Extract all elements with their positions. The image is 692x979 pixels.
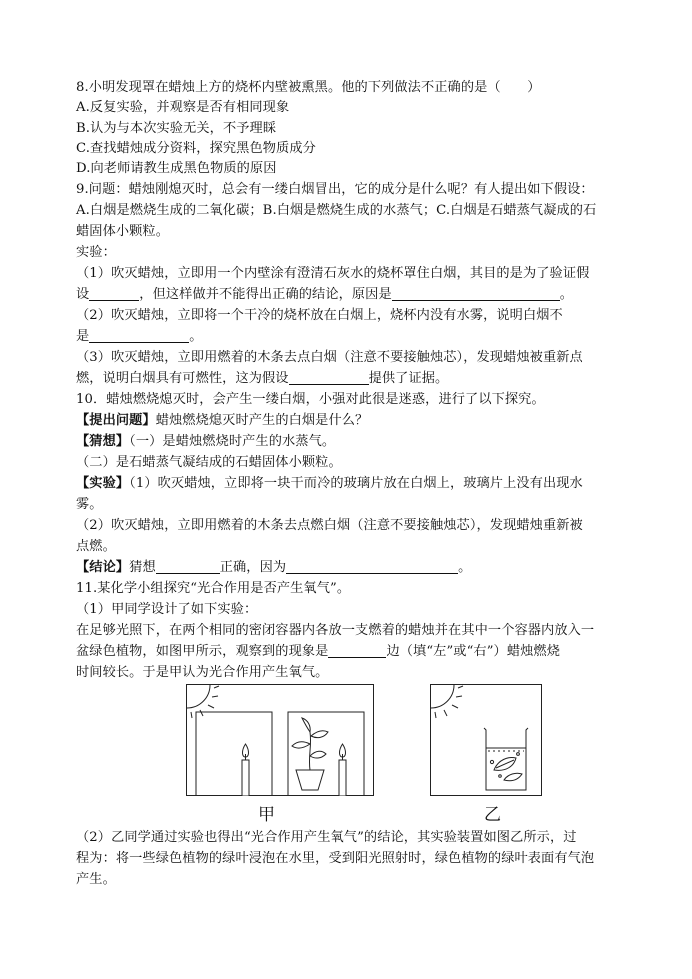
blank-answer[interactable] [286,559,458,574]
q10-exp2-line1: （2）吹灭蜡烛，立即用燃着的木条去点燃白烟（注意不要接触烛芯），发现蜡烛重新被 [76,518,583,533]
figure-yi-caption: 乙 [484,805,501,825]
q8-option-a: A.反复实验，并观察是否有相同现象 [76,100,290,115]
q8-option-d: D.向老师请教生成黑色物质的原因 [76,161,277,176]
q9-exp2-line2: 是 。 [76,329,203,344]
q9-exp1-line1: （1）吹灭蜡烛，立即用一个内壁涂有澄清石灰水的烧杯罩住白烟，其目的是为了验证假 [76,266,590,281]
blank-answer[interactable] [89,286,139,301]
q10-guess2: （二）是石蜡蒸气凝结成的石蜡固体小颗粒。 [76,455,342,470]
q11-part1-line3: 时间较长。于是甲认为光合作用产生氧气。 [76,665,329,680]
blank-answer[interactable] [156,559,220,574]
q9-hyp-line1: A.白烟是燃烧生成的二氧化碳；B.白烟是燃烧生成的水蒸气；C.白烟是石蜡蒸气凝成的石 [76,203,597,218]
q9-hyp-line2: 蜡固体小颗粒。 [76,224,170,239]
q8-option-c: C.查找蜡烛成分资料，探究黑色物质成分 [76,141,316,156]
q11-part2-line3: 产生。 [76,872,116,887]
q11-part1-line2: 盆绿色植物，如图甲所示，观察到的现象是 边（填“左”或“右”）蜡烛燃烧 [76,644,560,659]
blank-answer[interactable] [89,328,189,343]
q10-conclusion: 【结论】猜想 正确，因为 。 [76,560,472,575]
blank-answer[interactable] [328,643,386,658]
q9-exp3-line1: （3）吹灭蜡烛，立即用燃着的木条去点白烟（注意不要接触烛芯），发现蜡烛被重新点 [76,350,583,365]
figure-yi [430,684,542,796]
q10-question: 【提出问题】蜡烛燃烧熄灭时产生的白烟是什么？ [76,413,369,428]
q9-exp3-line2: 燃，说明白烟具有可燃性，这为假设 提供了证据。 [76,371,449,386]
q11-stem: 11.某化学小组探究“光合作用是否产生氧气”。 [76,581,351,596]
q11-part1-line1: 在足够光照下，在两个相同的密闭容器内各放一支燃着的蜡烛并在其中一个容器内放入一 [76,623,595,638]
q11-part2-line1: （2）乙同学通过实验也得出“光合作用产生氧气”的结论，其实验装置如图乙所示，过 [76,830,577,845]
q11-part2-line2: 程为：将一些绿色植物的绿叶浸泡在水里，受到阳光照射时，绿色植物的绿叶表面有气泡 [76,851,595,866]
blank-answer[interactable] [392,286,560,301]
q9-experiment-label: 实验： [76,245,116,260]
figure-jia [186,684,374,796]
q10-guess1: 【猜想】（一）是蜡烛燃烧时产生的水蒸气。 [76,434,336,449]
q10-exp1-line1: 【实验】（1）吹灭蜡烛，立即将一块干而冷的玻璃片放在白烟上，玻璃片上没有出现水 [76,476,583,491]
q9-exp2-line1: （2）吹灭蜡烛，立即将一个干冷的烧杯放在白烟上，烧杯内没有水雾，说明白烟不 [76,308,563,323]
q10-exp2-line2: 点燃。 [76,539,116,554]
figure-jia-caption: 甲 [258,805,275,825]
q11-part1-title: （1）甲同学设计了如下实验： [76,602,258,617]
q10-exp1-line2: 雾。 [76,497,103,512]
q8-option-b: B.认为与本次实验无关，不予理睬 [76,121,277,136]
q8-stem: 8.小明发现罩在蜡烛上方的烧杯内壁被熏黑。他的下列做法不正确的是（ ） [76,80,541,95]
q9-stem: 9.问题：蜡烛刚熄灭时，总会有一缕白烟冒出，它的成分是什么呢？有人提出如下假设： [76,182,594,197]
blank-answer[interactable] [289,370,369,385]
q9-exp1-line2: 设 ，但这样做并不能得出正确的结论，原因是 。 [76,287,574,302]
q10-stem: 10．蜡烛燃烧熄灭时，会产生一缕白烟，小强对此很是迷惑，进行了以下探究。 [76,392,545,407]
